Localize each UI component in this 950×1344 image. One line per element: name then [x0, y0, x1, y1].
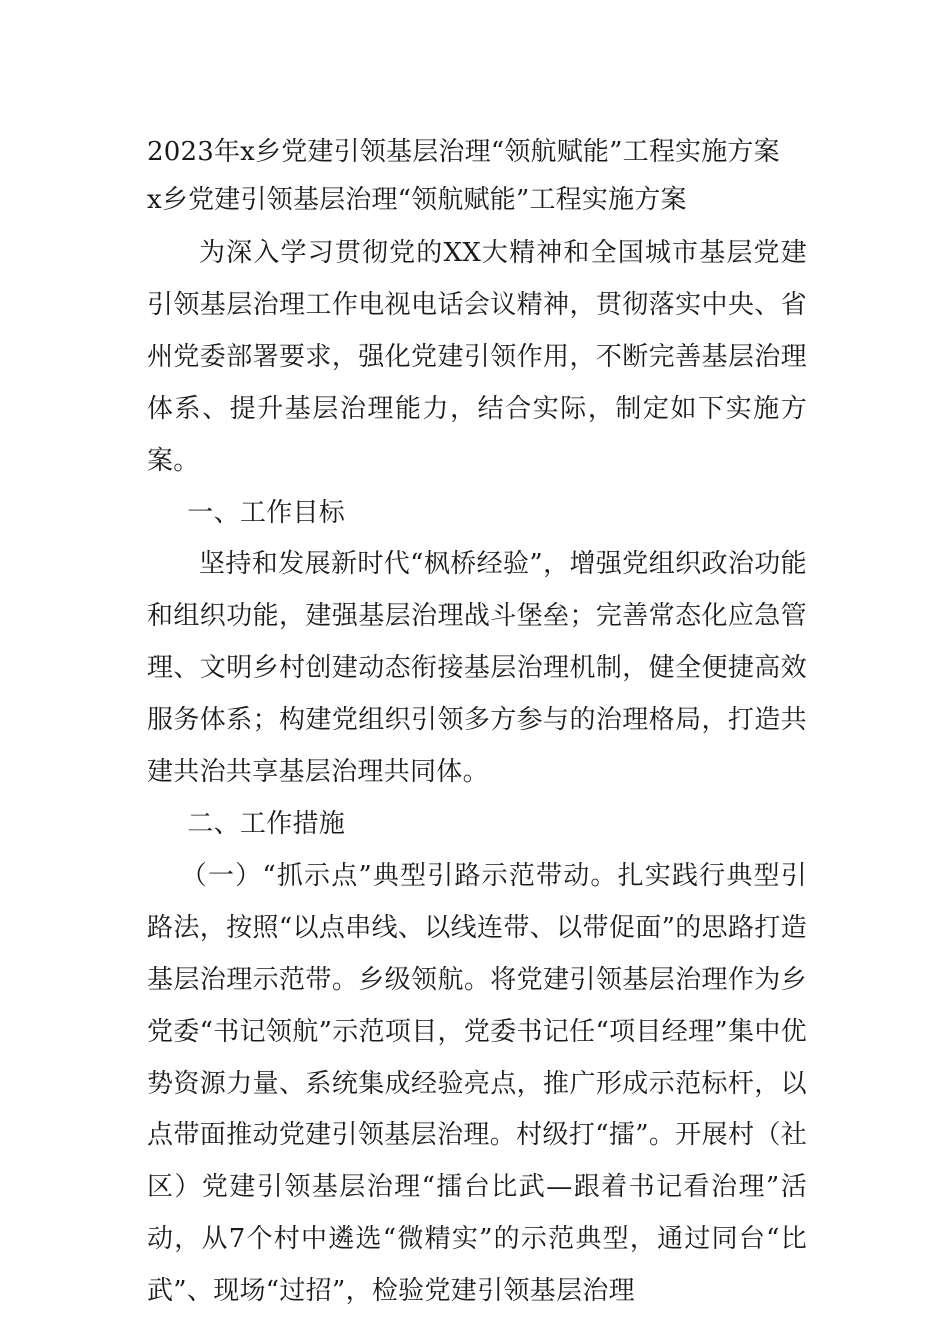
intro-paragraph: 为深入学习贯彻党的XX大精神和全国城市基层党建引领基层治理工作电视电话会议精神，贯彻落实中央、省州党委部署要求，强化党建引领作用，不断完善基层治理体系、提升基层治理能力，结合实际，制定如下实施方案。	[147, 238, 807, 476]
goals-paragraph: 坚持和发展新时代“枫桥经验”，增强党组织政治功能和组织功能，建强基层治理战斗堡垒；完善常态化应急管理、文明乡村创建动态衔接基层治理机制，健全便捷高效服务体系；构建党组织引领多方参与的治理格局，打造共建共治共享基层治理共同体。	[147, 549, 807, 788]
document-body	[147, 228, 807, 1318]
document-subtitle: x乡党建引领基层治理“领航赋能”工程实施方案	[147, 185, 687, 215]
measures-paragraph: （一）“抓示点”典型引路示范带动。扎实践行典型引路法，按照“以点串线、以线连带、以带促面”的思路打造基层治理示范带。乡级领航。将党建引领基层治理作为乡党委“书记领航”示范项目，党委书记任“项目经理”集中优势资源力量、系统集成经验亮点，推广形成示范标杆，以点带面推动党建引领基层治理。村级打“擂”。开展村（社区）党建引领基层治理“擂台比武—跟着书记看治理”活动，从7个村中遴选“微精实”的示范典型，通过同台“比武”、现场“过招”，检验党建引领基层治理	[147, 860, 807, 1307]
section-heading-measures: 二、工作措施	[187, 808, 346, 839]
section-heading-goals: 一、工作目标	[187, 497, 346, 528]
document-title: 2023年x乡党建引领基层治理“领航赋能”工程实施方案	[147, 137, 780, 167]
